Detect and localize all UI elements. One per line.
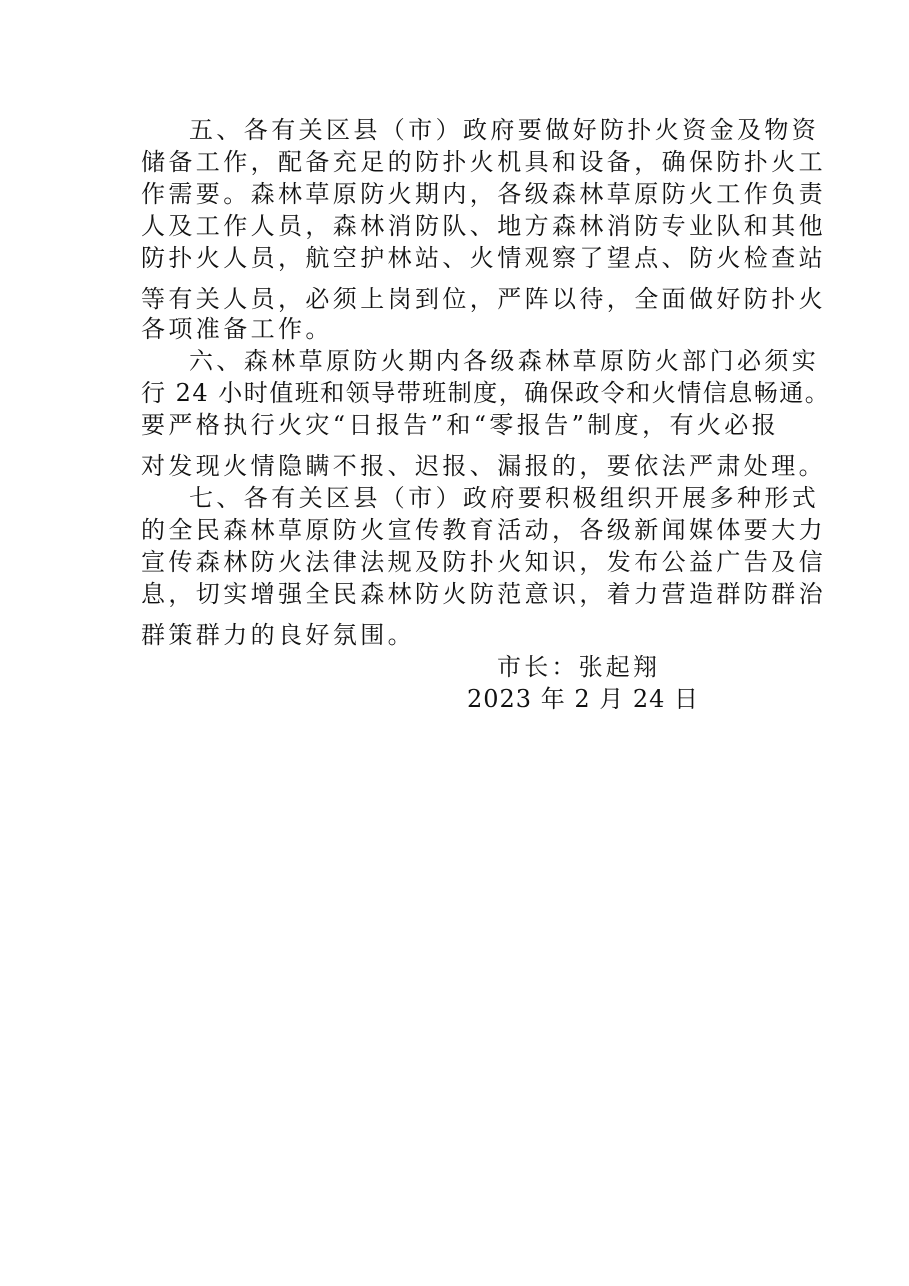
paragraph-7-line-1: 七、各有关区县（市）政府要积极组织开展多种形式 — [189, 484, 820, 512]
paragraph-5-line-5: 防扑火人员，航空护林站、火情观察了望点、防火检查站 — [141, 244, 826, 272]
paragraph-7-line-3: 宣传森林防火法律法规及防扑火知识，发布公益广告及信 — [141, 548, 826, 576]
paragraph-6-line-3: 要严格执行火灾“日报告”和“零报告”制度，有火必报 — [141, 411, 780, 439]
paragraph-5-line-2: 储备工作，配备充足的防扑火机具和设备，确保防扑火工 — [141, 148, 826, 176]
paragraph-7-line-4: 息，切实增强全民森林防火防范意识，着力营造群防群治 — [141, 580, 826, 608]
document-date: 2023 年 2 月 24 日 — [467, 685, 700, 713]
signature: 市长：张起翔 — [497, 653, 661, 681]
paragraph-7-line-5: 群策群力的良好氛围。 — [141, 621, 415, 649]
paragraph-6-line-2: 行 24 小时值班和领导带班制度，确保政令和火情信息畅通。 — [141, 379, 831, 407]
paragraph-6-line-1: 六、森林草原防火期内各级森林草原防火部门必须实 — [189, 347, 820, 375]
paragraph-7-line-2: 的全民森林草原防火宣传教育活动，各级新闻媒体要大力 — [141, 516, 826, 544]
paragraph-5-line-4: 人及工作人员，森林消防队、地方森林消防专业队和其他 — [141, 212, 826, 240]
paragraph-5-line-7: 各项准备工作。 — [141, 315, 333, 343]
paragraph-5-line-3: 作需要。森林草原防火期内，各级森林草原防火工作负责 — [141, 180, 826, 208]
paragraph-6-line-4: 对发现火情隐瞒不报、迟报、漏报的，要依法严肃处理。 — [141, 452, 826, 480]
paragraph-5-line-6: 等有关人员，必须上岗到位，严阵以待，全面做好防扑火 — [141, 285, 826, 313]
paragraph-5-line-1: 五、各有关区县（市）政府要做好防扑火资金及物资 — [189, 116, 820, 144]
